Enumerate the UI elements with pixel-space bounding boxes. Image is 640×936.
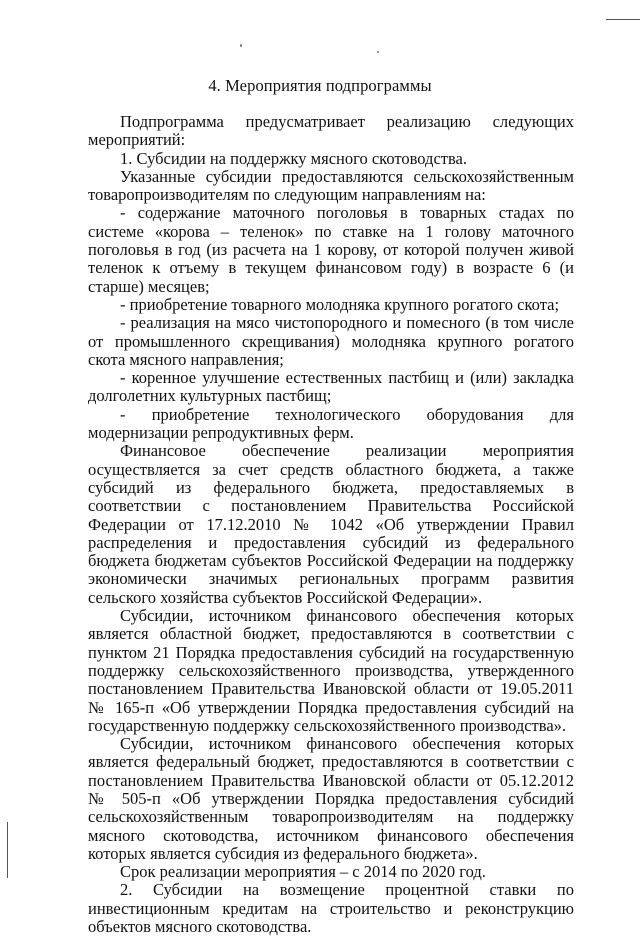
- paragraph: 2. Субсидии на возмещение процентной ставки по инвестиционным кредитам на строительство и реконструкцию объектов мясного скотоводства.: [88, 880, 574, 936]
- paragraph: Финансовое обеспечение реализации мероприятия осуществляется за счет средств областного бюджета, а также субсидий из федерального бюджета, предоставляемых в соответствии с постановлением Правительства Российской Федерации от 17.12.2010 № 1042 «Об утверждении Правил распределения и предоставления субсидий из федерального бюджета бюджетам субъектов Российской Федерации на поддержку экономически значимых региональных программ развития сельского хозяйства субъектов Российской Федерации».: [88, 441, 574, 607]
- scan-speck: [240, 44, 242, 47]
- scan-edge-mark: [606, 19, 640, 20]
- section-heading: 4. Мероприятия подпрограммы: [208, 76, 432, 95]
- list-item: - приобретение товарного молодняка крупного рогатого скота;: [120, 294, 560, 314]
- paragraph: Указанные субсидии предоставляются сельскохозяйственным товаропроизводителям по следующим направлениям на:: [88, 166, 574, 205]
- paragraph: Субсидии, источником финансового обеспечения которых является областной бюджет, предоставляются в соответствии с пунктом 21 Порядка предоставления субсидий на государственную поддержку сельскохозяйственного производства, утвержденного постановлением Правительства Ивановской области от 19.05.2011 № 165-п «Об утверждении Порядка предоставления субсидий на государственную поддержку сельскохозяйственного производства».: [88, 606, 574, 735]
- list-item: - приобретение технологического оборудования для модернизации репродуктивных ферм.: [88, 404, 574, 443]
- list-item: - реализация на мясо чистопородного и помесного (в том числе от промышленного скрещивания) молодняка крупного рогатого скота мясного направления;: [88, 313, 574, 369]
- scan-speck: [377, 51, 379, 53]
- paragraph: Срок реализации мероприятия – с 2014 по 2020 год.: [120, 862, 486, 882]
- paragraph: 1. Субсидии на поддержку мясного скотоводства.: [120, 148, 468, 168]
- scan-edge-mark: [7, 822, 8, 878]
- paragraph: Подпрограмма предусматривает реализацию следующих мероприятий:: [88, 112, 574, 150]
- list-item: - содержание маточного поголовья в товарных стадах по системе «корова – теленок» по ставке на 1 голову маточного поголовья в год (из расчета на 1 корову, от которой получен живой теленок к отъему в текущем финансовом году) в возрасте 6 (и старше) месяцев;: [88, 203, 574, 296]
- paragraph: Субсидии, источником финансового обеспечения которых является федеральный бюджет, предоставляются в соответствии с постановлением Правительства Ивановской области от 05.12.2012 № 505-п «Об утверждении Порядка предоставления субсидий сельскохозяйственным товаропроизводителям на поддержку мясного скотоводства, источником финансового обеспечения которых является субсидия из федерального бюджета».: [88, 734, 574, 863]
- list-item: - коренное улучшение естественных пастбищ и (или) закладка долголетних культурных пастбищ;: [88, 368, 574, 406]
- document-body: [88, 113, 574, 936]
